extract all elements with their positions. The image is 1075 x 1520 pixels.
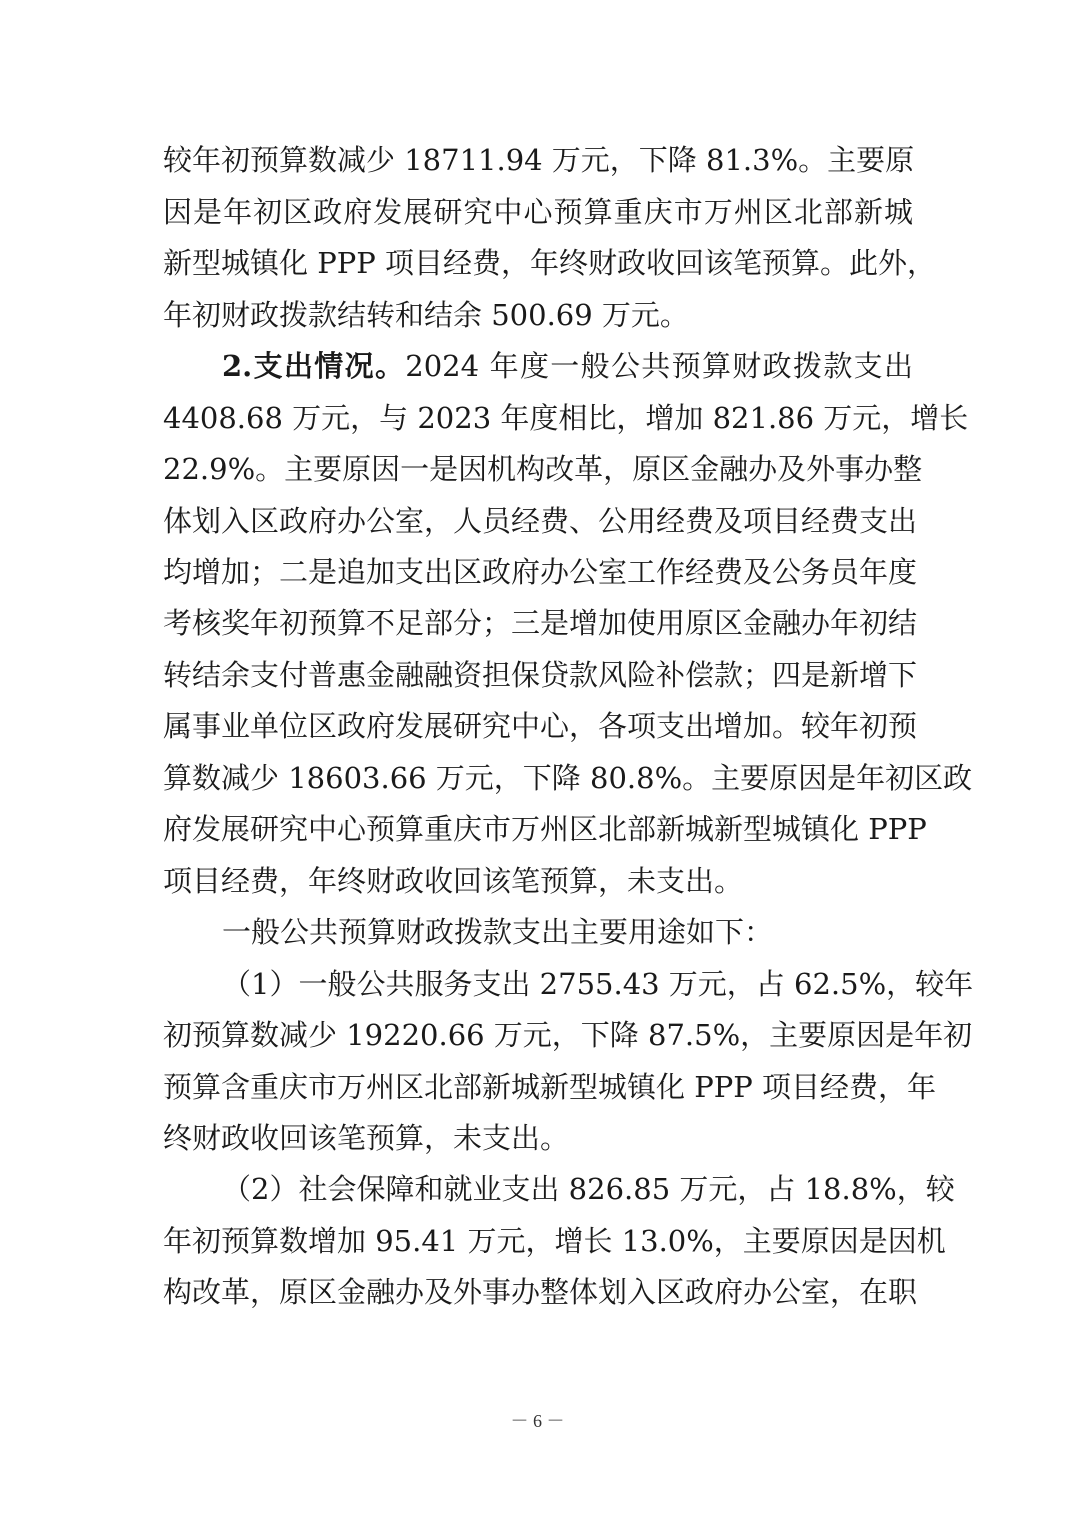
- paragraph-line: 项目经费，年终财政收回该笔预算，未支出。: [163, 864, 744, 898]
- paragraph-line: 初预算数减少 19220.66 万元，下降 87.5%，主要原因是年初: [163, 1018, 973, 1052]
- paragraph-line: 新型城镇化 PPP 项目经费，年终财政收回该笔预算。此外，: [163, 246, 936, 280]
- paragraph-line: 年初预算数增加 95.41 万元，增长 13.0%，主要原因是因机: [163, 1224, 946, 1258]
- paragraph-line: 一般公共预算财政拨款支出主要用途如下：: [222, 915, 774, 949]
- paragraph-line: 府发展研究中心预算重庆市万州区北部新城新型城镇化 PPP: [163, 812, 927, 846]
- paragraph-line: 体划入区政府办公室，人员经费、公用经费及项目经费支出: [163, 504, 918, 538]
- paragraph-line: 较年初预算数减少 18711.94 万元，下降 81.3%。主要原: [163, 143, 915, 177]
- paragraph-line: 预算含重庆市万州区北部新城新型城镇化 PPP 项目经费，年: [163, 1070, 936, 1104]
- paragraph-line: 因是年初区政府发展研究中心预算重庆市万州区北部新城: [163, 195, 913, 229]
- paragraph-line: 22.9%。主要原因一是因机构改革，原区金融办及外事办整: [163, 452, 923, 486]
- section-heading-line: [222, 340, 913, 392]
- paragraph-line: 终财政收回该笔预算，未支出。: [163, 1121, 570, 1155]
- paragraph-line: （2）社会保障和就业支出 826.85 万元，占 18.8%，较: [222, 1172, 955, 1206]
- paragraph-line: （1）一般公共服务支出 2755.43 万元，占 62.5%，较年: [222, 967, 974, 1001]
- paragraph-line: 转结余支付普惠金融融资担保贷款风险补偿款；四是新增下: [163, 658, 918, 692]
- section-heading-text: 2024 年度一般公共预算财政拨款支出: [405, 349, 913, 383]
- paragraph-line: 考核奖年初预算不足部分；三是增加使用原区金融办年初结: [163, 606, 918, 640]
- paragraph-line: 均增加；二是追加支出区政府办公室工作经费及公务员年度: [163, 555, 918, 589]
- paragraph-line: 构改革，原区金融办及外事办整体划入区政府办公室，在职: [163, 1275, 918, 1309]
- paragraph-line: 算数减少 18603.66 万元，下降 80.8%。主要原因是年初区政: [163, 761, 973, 795]
- section-heading: 2.支出情况。: [222, 349, 406, 383]
- paragraph-line: 属事业单位区政府发展研究中心，各项支出增加。较年初预: [163, 709, 918, 743]
- page-number: － 6 －: [510, 1411, 565, 1431]
- paragraph-line: 年初财政拨款结转和结余 500.69 万元。: [163, 298, 689, 332]
- paragraph-line: 4408.68 万元，与 2023 年度相比，增加 821.86 万元，增长: [163, 401, 969, 435]
